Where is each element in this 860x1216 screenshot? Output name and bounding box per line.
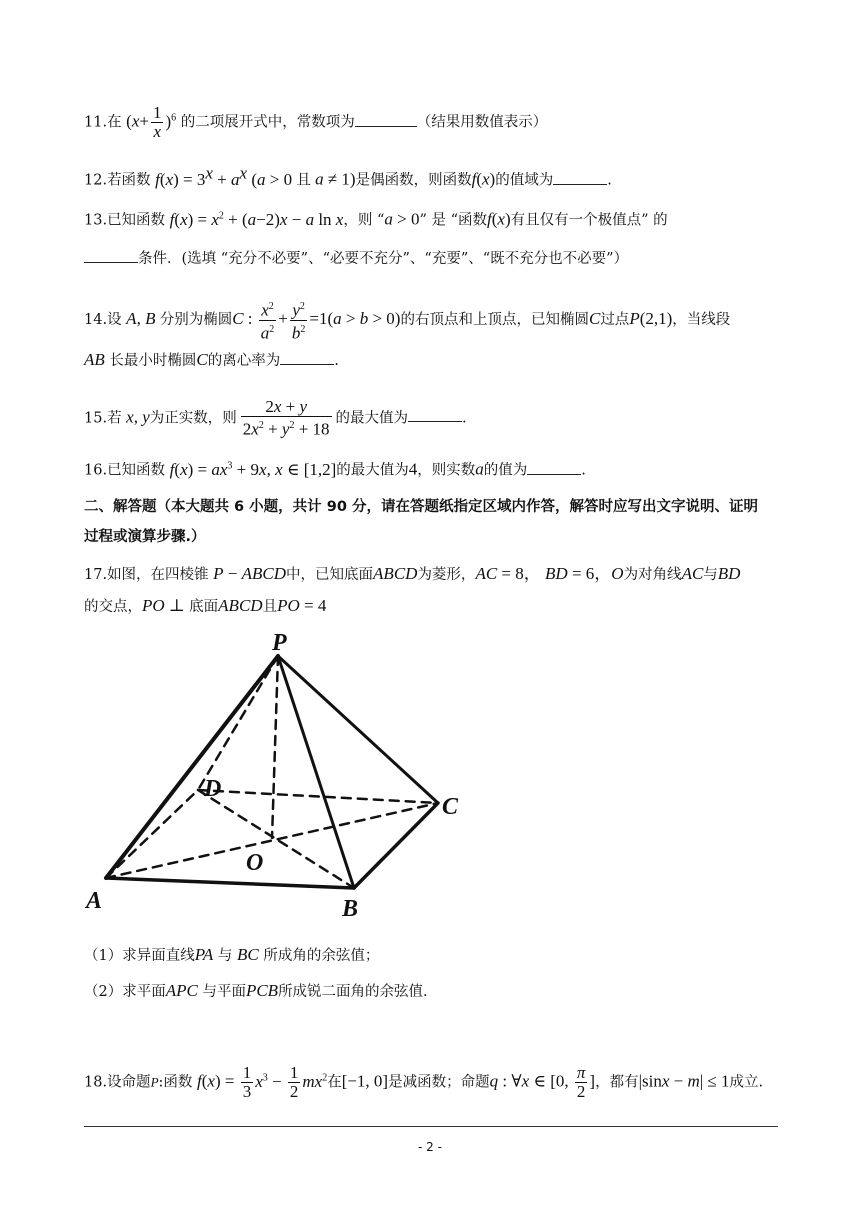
label-P: P — [272, 630, 287, 656]
formula: $f(x) = x^2 + (a-2)x - a$ ln x — [169, 209, 344, 229]
problem-13: 13.已知函数 $f(x) = x^2 + (a-2)x - a$ ln x，则 “a > 0” 是 “函数f(x)有且仅有一个极值点” 的 — [84, 209, 668, 229]
edge-AB — [106, 878, 354, 888]
problem-18: 18.设命题P:函数 f(x) = $\frac{1}{3}$ $x^3$ − $\frac{1}{2}$ $mx^2$在[−1, 0]是减函数；命题q : ∀x ∈ [0, $\frac{\pi}{2}$ ]，都有|sinx − m| ≤ 1成立. — [84, 1063, 764, 1101]
label-B: B — [342, 896, 359, 920]
section-2-heading-line2: 过程或演算步骤.） — [84, 529, 206, 545]
problem-16: 16.已知函数 $f(x) = ax^3 + 9x$, x ∈ [1,2]的最大值为4，则实数a的值为 . — [84, 459, 586, 479]
pyramid-figure — [80, 620, 480, 920]
problem-17-q2: （2）求平面APC 与平面PCB所成锐二面角的余弦值. — [84, 981, 428, 1000]
answer-blank[interactable] — [355, 112, 417, 127]
section-2-heading: 二、解答题（本大题共 6 小题，共计 90 分，请在答题纸指定区域内作答，解答时应写出文字说明、证明 — [84, 499, 758, 515]
footer-rule — [84, 1126, 778, 1127]
problem-17-q1: （1）求异面直线PA 与 BC 所成角的余弦值； — [84, 945, 380, 964]
problem-11: 11.在 (x+ $\frac{1}{x}$ )$^6$ 的二项展开式中，常数项为 （结果用数值表示） — [84, 103, 548, 141]
answer-blank[interactable] — [527, 460, 581, 475]
answer-blank[interactable] — [408, 407, 462, 422]
edge-AD — [106, 790, 198, 878]
problem-17: 17.如图，在四棱锥 P − ABCD中，已知底面ABCD为菱形，AC = 8， BD = 6，O为对角线AC与BD — [84, 564, 741, 583]
segment-PO — [272, 656, 278, 838]
problem-14-line2: AB 长最小时椭圆C的离心率为 . — [84, 350, 339, 369]
formula: (x+ — [126, 111, 149, 131]
label-D: D — [204, 776, 222, 802]
label-O: O — [246, 850, 264, 876]
problem-13-line2: 条件．(选填 “充分不必要”、“必要不充分”、“充要”、“既不充分也不必要”） — [84, 248, 628, 269]
label-C: C — [442, 794, 459, 820]
formula: $f(x) = 3^x + a^x$ (a > 0 — [155, 163, 297, 189]
edge-BC — [354, 803, 438, 888]
problem-14: 14.设 A, B 分别为椭圆C : $\frac{x^2}{a^2}$ + $\frac{y^2}{b^2}$ =1(a > b > 0)的右顶点和上顶点，已知椭圆C过点P(2,1)，当线段 — [84, 298, 730, 342]
answer-blank[interactable] — [84, 248, 138, 263]
problem-12: 12.若函数 $f(x) = 3^x + a^x$ (a > 0 且 a ≠ 1)是偶函数，则函数f(x)的值域为 . — [84, 163, 612, 189]
edge-PD — [198, 656, 278, 790]
problem-17-line2: 的交点，PO ⊥ 底面ABCD且PO = 4 — [84, 596, 327, 615]
answer-blank[interactable] — [280, 350, 334, 365]
page-number: - 2 - — [418, 1140, 442, 1154]
label-A: A — [86, 888, 103, 914]
edge-DC — [198, 790, 438, 803]
problem-15: 15.若 x, y为正实数，则 $\frac{2x + y}{2x^2 + y^2 + 18}$ 的最大值为 . — [84, 397, 467, 439]
answer-blank[interactable] — [553, 170, 607, 185]
diagonal-BD — [198, 790, 354, 888]
